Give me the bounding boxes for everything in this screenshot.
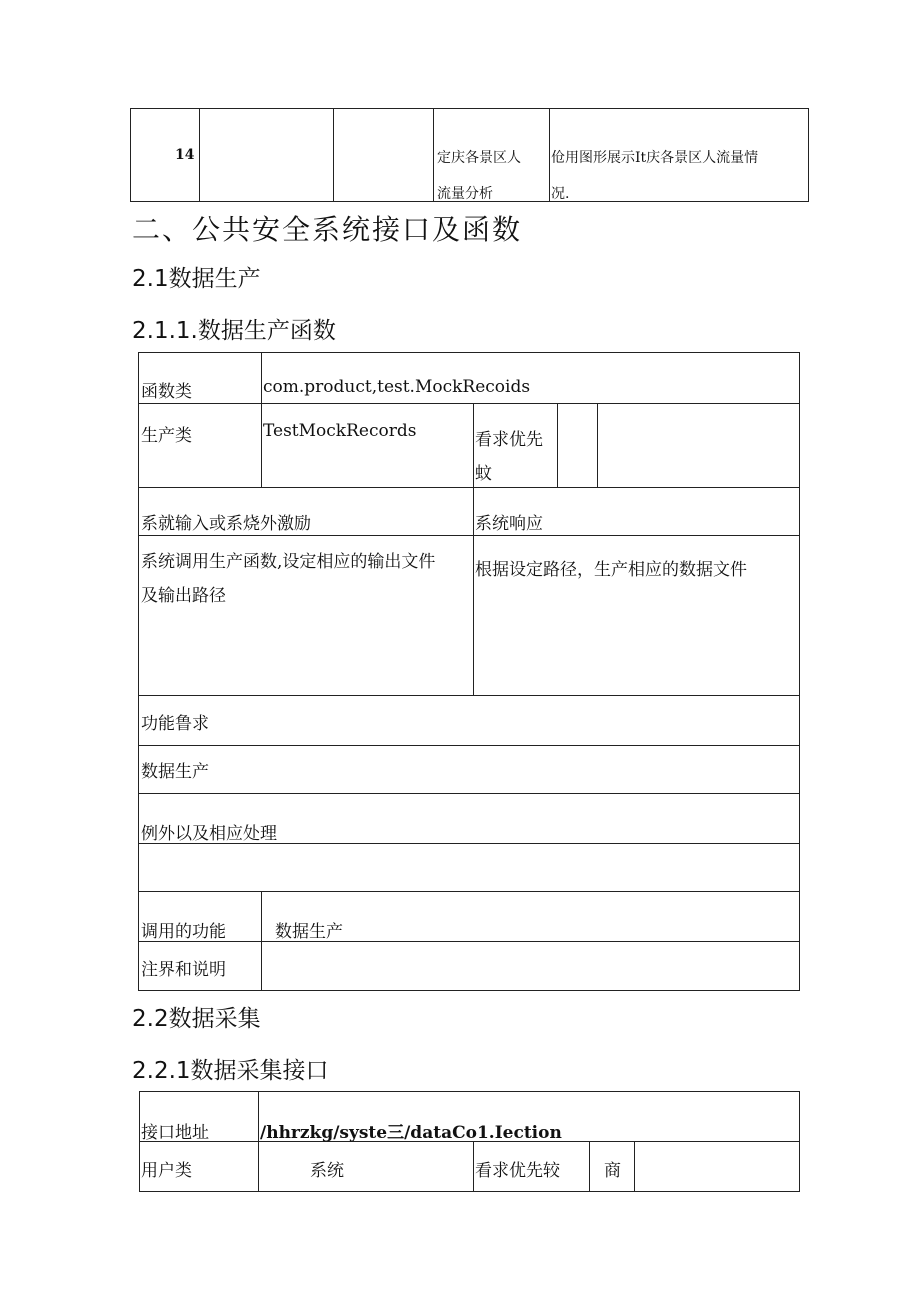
user-label: 用户类 xyxy=(141,1161,192,1181)
address-label: 接口地址 xyxy=(141,1123,209,1143)
top-table-col-divider-1 xyxy=(199,109,200,201)
notes-label: 注界和说明 xyxy=(141,960,226,980)
response-text: 根据设定路径，生产相应的数据文件 xyxy=(475,560,747,580)
row-line xyxy=(139,695,799,696)
row-line xyxy=(139,487,799,488)
function-table xyxy=(138,352,800,991)
section-2-2-1-title: 2.2.1数据采集接口 xyxy=(132,1058,329,1084)
row-number: 14 xyxy=(175,147,195,163)
row-line xyxy=(139,403,799,404)
row-line xyxy=(139,793,799,794)
exception-label: 例外以及相应处理 xyxy=(141,824,277,844)
class-value: com.product,test.MockRecoids xyxy=(263,377,531,397)
iface-priority-value: 商 xyxy=(604,1161,621,1181)
analysis-title-line2: 流量分析 xyxy=(437,186,493,202)
col-line xyxy=(473,403,474,695)
user-value: 系统 xyxy=(310,1161,344,1181)
priority-line2: 蚊 xyxy=(475,464,492,484)
iface-priority-label: 看求优先较 xyxy=(475,1161,560,1181)
top-table xyxy=(130,108,809,202)
section-2-1-1-title: 2.1.1.数据生产函数 xyxy=(132,318,336,344)
col-line xyxy=(261,891,262,990)
func-req-label: 功能鲁求 xyxy=(141,714,209,734)
priority-line1: 看求优先 xyxy=(475,430,543,450)
address-value: /hhrzkg/syste三/dataCo1.Iection xyxy=(260,1123,562,1143)
section-2-title: 二、公共安全系统接口及函数 xyxy=(132,213,523,246)
col-line xyxy=(261,353,262,487)
col-line xyxy=(634,1141,635,1191)
called-label: 调用的功能 xyxy=(141,922,226,942)
top-table-col-divider-2 xyxy=(333,109,334,201)
row-line xyxy=(139,535,799,536)
interface-table xyxy=(139,1091,800,1192)
analysis-desc-line2: 况. xyxy=(551,186,570,202)
producer-label: 生产类 xyxy=(141,426,192,446)
response-label: 系统响应 xyxy=(475,514,543,534)
top-table-col-divider-3 xyxy=(433,109,434,201)
col-line xyxy=(597,403,598,487)
analysis-title-line1: 定庆各景区人 xyxy=(437,150,521,166)
producer-value: TestMockRecords xyxy=(263,421,417,441)
col-line xyxy=(589,1141,590,1191)
section-2-2-title: 2.2数据采集 xyxy=(132,1006,261,1032)
row-line xyxy=(139,745,799,746)
class-label: 函数类 xyxy=(141,382,192,402)
input-text-line2: 及输出路径 xyxy=(141,586,226,606)
col-line xyxy=(473,1141,474,1191)
row-line xyxy=(139,891,799,892)
called-value: 数据生产 xyxy=(275,922,343,942)
top-table-col-divider-4 xyxy=(549,109,550,201)
col-line xyxy=(258,1092,259,1191)
section-2-1-title: 2.1数据生产 xyxy=(132,266,261,292)
input-text-line1: 系统调用生产函数,设定相应的输出文件 xyxy=(141,552,436,572)
col-line xyxy=(557,403,558,487)
input-label: 系就输入或系烧外激励 xyxy=(141,514,311,534)
func-req-value: 数据生产 xyxy=(141,762,209,782)
analysis-desc-line1: 伧用图形展示It庆各景区人流量情 xyxy=(551,150,759,166)
